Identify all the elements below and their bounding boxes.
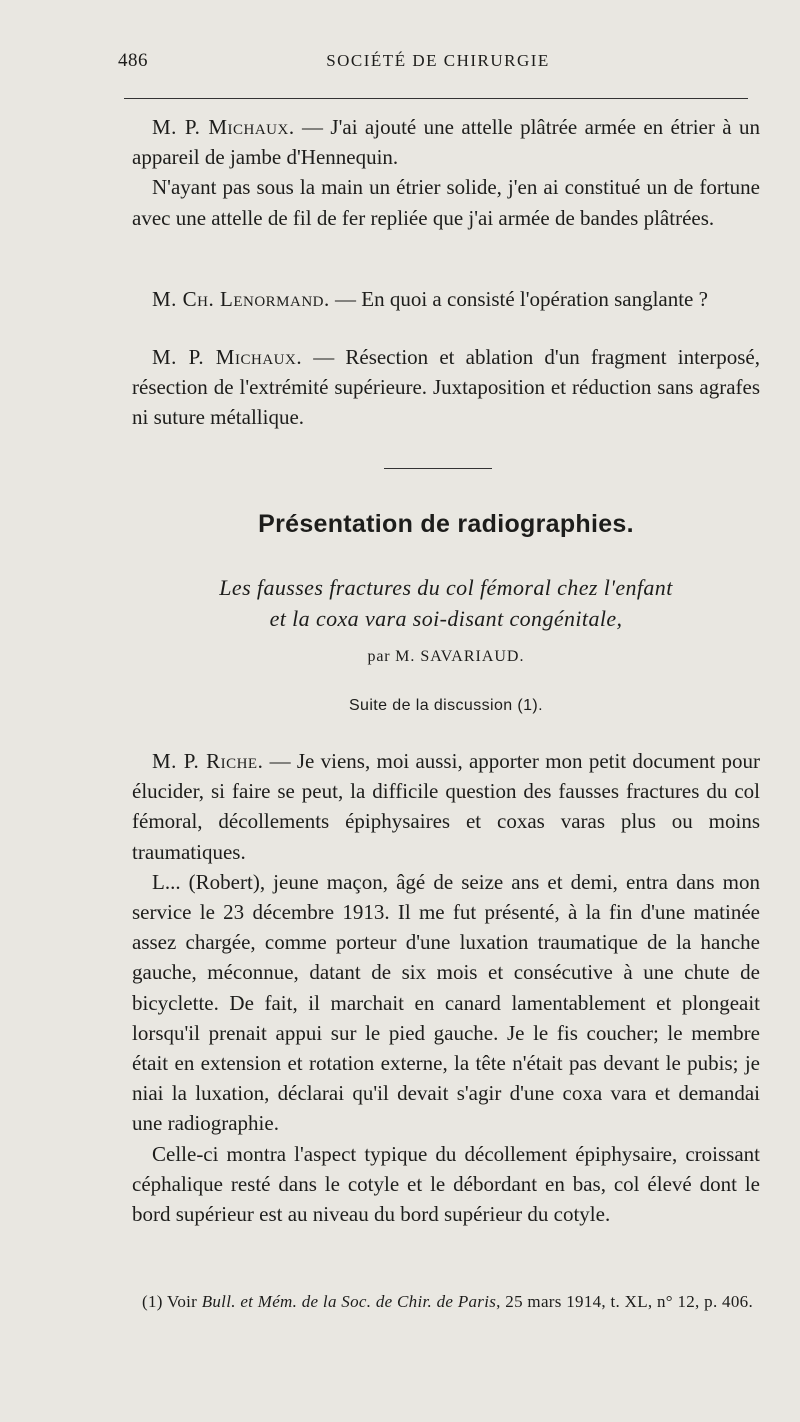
- subtitle-line: Les fausses fractures du col fémoral chez l'enfant: [219, 575, 673, 600]
- footnote: [132, 1290, 760, 1314]
- riche-discussion: [132, 746, 760, 1229]
- paragraph: [132, 342, 760, 433]
- paragraph-text: — En quoi a consisté l'opération sanglante ?: [329, 287, 708, 311]
- footnote-suffix: , 25 mars 1914, t. XL, n° 12, p. 406.: [496, 1292, 753, 1311]
- lenormand-question: [132, 284, 760, 314]
- paragraph: [132, 284, 760, 314]
- byline-prefix: par: [367, 648, 396, 665]
- paragraph: [132, 112, 760, 172]
- section-separator: [384, 468, 492, 469]
- footnote-source: Bull. et Mém. de la Soc. de Chir. de Paris: [201, 1292, 497, 1311]
- paragraph: L... (Robert), jeune maçon, âgé de seize ans et demi, entra dans mon service le 23 décembre 1913. Il me fut présenté, à la fin d'une matinée assez chargée, comme porteur d'une luxation traumatique de la hanche gauche, méconnue, datant de six mois et consécutive à une chute de bicyclette. De fait, il marchait en canard lamentablement et plongeait lorsqu'il prenait appui sur le pied gauche. Je le fis coucher; le membre était en extension et rotation externe, la tête n'était pas devant le pubis; je niai la luxation, déclarai qu'il devait s'agir d'une coxa vara et demandai une radiographie.: [132, 869, 760, 1136]
- paragraph-text: — Résection et ablation d'un fragment interposé, résection de l'extrémité supérieure. Juxtaposition et réduction sans agrafes ni suture métallique.: [132, 345, 761, 430]
- byline: [132, 648, 760, 666]
- section-title: Présentation de radiographies.: [258, 510, 634, 538]
- michaux-reply-2: [132, 342, 760, 433]
- header-rule: [124, 98, 748, 99]
- speaker-name: M. P. Riche.: [152, 749, 264, 773]
- subtitle-line: et la coxa vara soi-disant congénitale,: [269, 606, 623, 631]
- footnote-text: [132, 1290, 760, 1314]
- page-number: 486: [118, 50, 148, 71]
- speaker-name: M. P. Michaux.: [152, 345, 303, 369]
- speaker-name: M. P. Michaux.: [152, 115, 295, 139]
- paragraph-text: — J'ai ajouté une attelle plâtrée armée en étrier à un appareil de jambe d'Hennequin.: [132, 115, 760, 170]
- running-title: SOCIÉTÉ DE CHIRURGIE: [326, 51, 550, 70]
- section-subtitle: [132, 572, 760, 634]
- speaker-name: M. Ch. Lenormand.: [152, 287, 330, 311]
- page-header: [118, 50, 758, 80]
- paragraph: Celle-ci montra l'aspect typique du décollement épiphysaire, croissant céphalique resté dans le cotyle et le débordant en bas, col élevé dont le bord supérieur est au niveau du bord supérieur du cotyle.: [132, 1141, 760, 1227]
- paragraph: [132, 746, 760, 867]
- paragraph-text: — Je viens, moi aussi, apporter mon petit document pour élucider, si faire se peut, la difficile question des fausses fractures du col fémoral, décollements épiphysaires et coxas varas plus ou moins traumatiques.: [132, 749, 760, 864]
- byline-author: M. SAVARIAUD.: [395, 648, 525, 665]
- paragraph: N'ayant pas sous la main un étrier solide, j'en ai constitué un de fortune avec une attelle de fil de fer repliée que j'ai armée de bandes plâtrées.: [132, 175, 760, 230]
- discussion-note: Suite de la discussion (1).: [348, 697, 543, 714]
- footnote-prefix: (1) Voir: [142, 1292, 202, 1311]
- michaux-reply-1: [132, 112, 760, 233]
